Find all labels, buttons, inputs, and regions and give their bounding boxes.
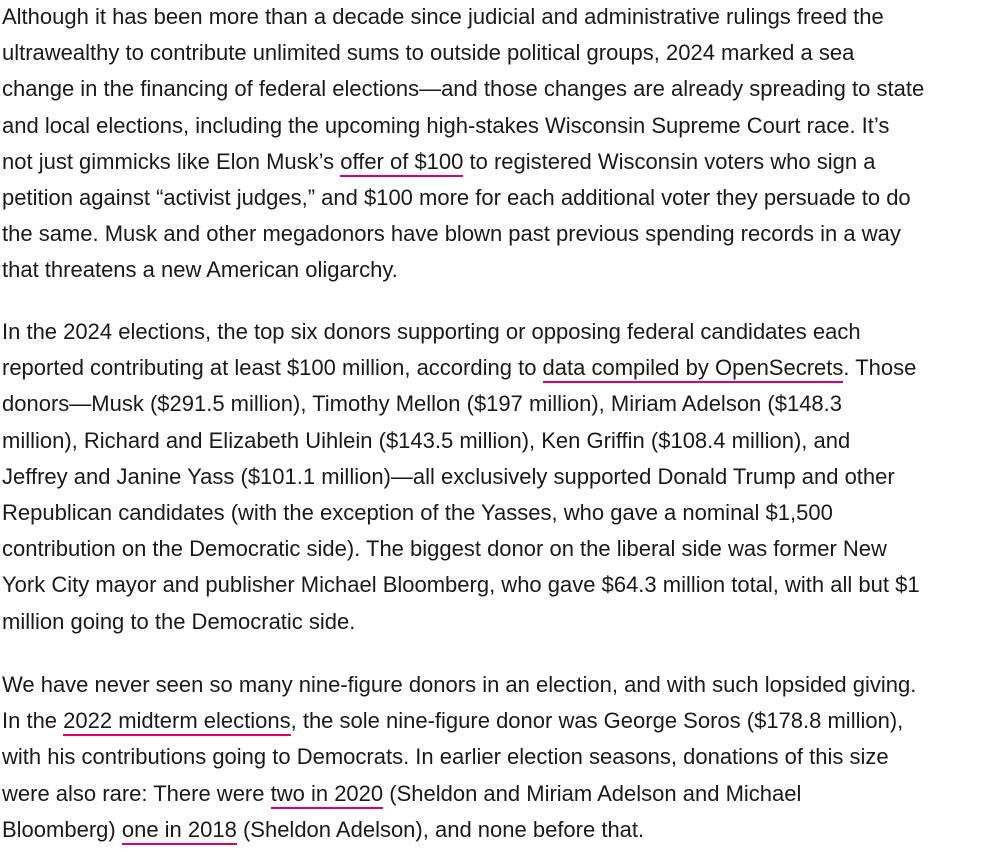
paragraph-3	[2, 667, 916, 848]
paragraph-line: In the 2024 elections, the top six donors supporting or opposing federal candidates each	[2, 319, 861, 344]
offer-of-100-link[interactable]: offer of $100	[340, 149, 463, 177]
paragraph-line: the same. Musk and other megadonors have blown past previous spending records in a way	[2, 221, 901, 247]
paragraph-line: York City mayor and publisher Michael Bloomberg, who gave $64.3 million total, with all but $1	[2, 572, 920, 598]
line-text: , the sole nine-figure donor was George Soros ($178.8 million),	[290, 708, 904, 734]
paragraph-line: ultrawealthy to contribute unlimited sums to outside political groups, 2024 marked a sea	[2, 40, 855, 66]
paragraph-line: petition against “activist judges,” and $100 more for each additional voter they persuade to do	[2, 184, 911, 210]
line-text: (Sheldon Adelson), and none before that.	[236, 816, 645, 842]
paragraph-line	[2, 703, 916, 739]
line-text: In the	[2, 708, 64, 734]
line-text: . Those	[843, 355, 917, 381]
line-text: Bloomberg)	[2, 816, 122, 842]
paragraph-line: change in the financing of federal elections—and those changes are already spreading to state	[2, 76, 925, 102]
paragraph-line: Republican candidates (with the exception of the Yasses, who gave a nominal $1,500	[2, 499, 833, 525]
line-text: reported contributing at least $100 million, according to	[2, 355, 543, 381]
paragraph-line: million going to the Democratic side.	[2, 608, 356, 634]
paragraph-line: and local elections, including the upcoming high-stakes Wisconsin Supreme Court race. It’s	[2, 112, 890, 138]
paragraph-line: with his contributions going to Democrats. In earlier election seasons, donations of this size	[2, 744, 889, 770]
paragraph-line: contribution on the Democratic side). The biggest donor on the liberal side was former New	[2, 536, 887, 562]
line-text: (Sheldon and Miriam Adelson and Michael	[383, 780, 802, 806]
paragraph-line	[2, 776, 916, 812]
paragraph-line: Although it has been more than a decade since judicial and administrative rulings freed the	[2, 4, 884, 29]
one-in-2018-link[interactable]: one in 2018	[122, 817, 237, 845]
paragraph-line: that threatens a new American oligarchy.	[2, 257, 398, 283]
opensecrets-data-link[interactable]: data compiled by OpenSecrets	[543, 355, 844, 383]
paragraph-line	[2, 350, 920, 386]
paragraph-2	[2, 314, 920, 640]
paragraph-line: Jeffrey and Janine Yass ($101.1 million)—all exclusively supported Donald Trump and other	[2, 463, 895, 489]
paragraph-line: We have never seen so many nine-figure donors in an election, and with such lopsided giving.	[2, 672, 917, 697]
line-text: not just gimmicks like Elon Musk’s	[2, 148, 341, 174]
line-text: were also rare: There were	[2, 780, 271, 806]
paragraph-line: million), Richard and Elizabeth Uihlein ($143.5 million), Ken Griffin ($108.4 million), and	[2, 427, 851, 453]
line-text: to registered Wisconsin voters who sign a	[463, 148, 876, 174]
midterm-2022-link[interactable]: 2022 midterm elections	[63, 708, 290, 736]
paragraph-line	[2, 812, 916, 848]
two-in-2020-link[interactable]: two in 2020	[271, 781, 384, 809]
paragraph-1	[2, 0, 924, 289]
paragraph-line	[2, 144, 924, 180]
paragraph-line: donors—Musk ($291.5 million), Timothy Mellon ($197 million), Miriam Adelson ($148.3	[2, 391, 843, 417]
